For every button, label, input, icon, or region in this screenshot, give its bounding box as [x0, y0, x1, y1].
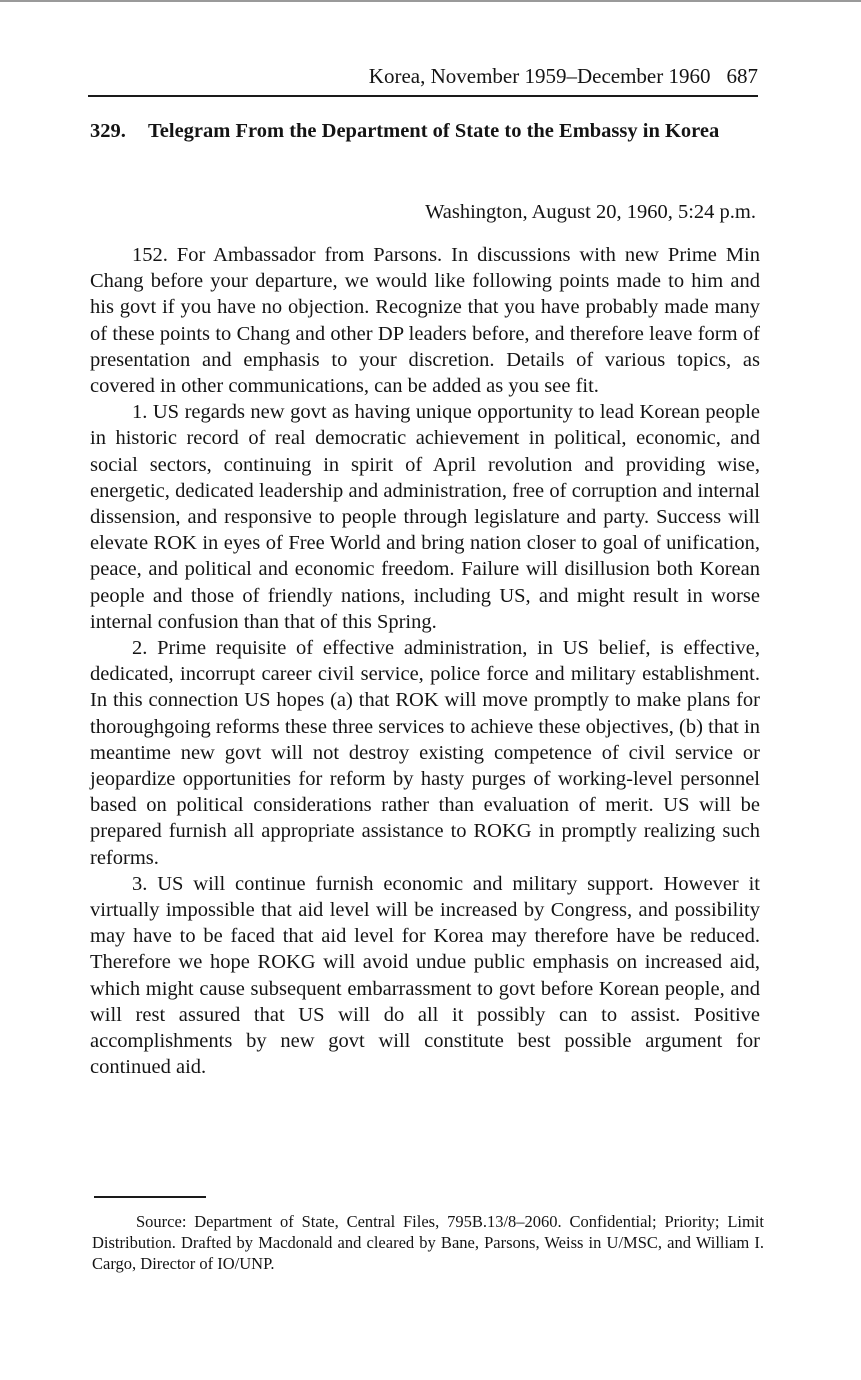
page-number: 687	[726, 64, 758, 88]
paragraph-point-1: 1. US regards new govt as having unique opportunity to lead Korean people in historic record of real democratic achievement in political, economic, and social sectors, continuing in spirit of April revolution and providing wise, energetic, dedicated leadership and administration, free of corruption and internal dissension, and responsive to people through legislature and party. Success will elevate ROK in eyes of Free World and bring nation closer to goal of unification, peace, and political and economic freedom. Failure will disillusion both Korean people and those of friendly nations, including US, and might result in worse internal confusion than that of this Spring.	[90, 401, 760, 633]
header-rule	[88, 95, 758, 97]
document-number: 329.	[90, 120, 126, 142]
footnote-rule	[94, 1196, 206, 1198]
running-head	[90, 62, 758, 90]
paragraph-point-3: 3. US will continue furnish economic and military support. However it virtually impossible that aid level will be increased by Congress, and possibility may have to be faced that aid level for Korea may therefore have be reduced. Therefore we hope ROKG will avoid undue public emphasis on increased aid, which might cause subsequent embarrassment to govt before Korean people, and will rest assured that US will do all it possibly can to assist. Positive accomplishments by new govt will constitute best possible argument for continued aid.	[90, 872, 760, 1079]
scan-top-edge	[0, 0, 861, 2]
dateline: Washington, August 20, 1960, 5:24 p.m.	[425, 201, 756, 223]
paragraph-point-2: 2. Prime requisite of effective administration, in US belief, is effective, dedicated, incorrupt career civil service, police force and military establishment. In this connection US hopes (a) that ROK will move promptly to make plans for thoroughgoing reforms these three services to achieve these objectives, (b) that in meantime new govt will not destroy existing competence of civil service or jeopardize opportunities for reform by hasty purges of working-level personnel based on political considerations rather than evaluation of merit. US will be prepared furnish all appropriate assistance to ROKG in promptly realizing such reforms.	[90, 637, 760, 869]
paragraph-intro: 152. For Ambassador from Parsons. In discussions with new Prime Min Chang before your departure, we would like following points made to him and his govt if you have no objection. Recognize that you have probably made many of these points to Chang and other DP leaders before, and therefore leave form of presentation and emphasis to your discretion. Details of various topics, as covered in other communications, can be added as you see fit.	[90, 244, 760, 398]
document-title: Telegram From the Department of State to the Embassy in Korea	[148, 120, 720, 142]
source-footnote: Source: Department of State, Central Files, 795B.13/8–2060. Confidential; Priority; Limit Distribution. Drafted by Macdonald and cleared by Bane, Parsons, Weiss in U/MSC, and William I. Cargo, Director of IO/UNP.	[92, 1212, 764, 1273]
document-heading	[90, 117, 760, 145]
running-head-title: Korea, November 1959–December 1960	[368, 64, 711, 88]
telegram-body	[90, 242, 760, 1081]
